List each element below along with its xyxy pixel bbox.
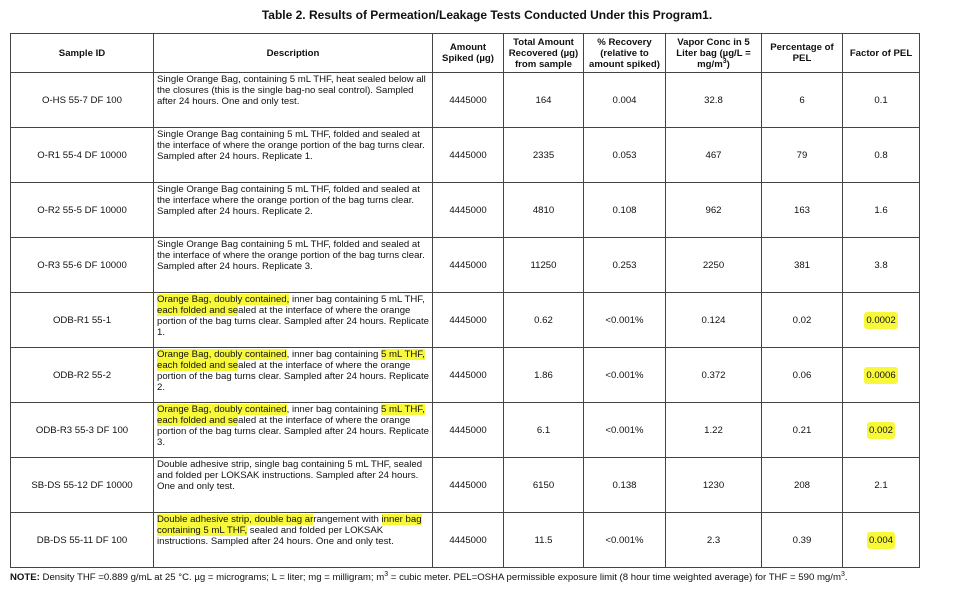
factor-pel-cell	[843, 238, 920, 293]
total-recovered-cell: 11.5	[504, 513, 584, 568]
factor-highlight: 0.004	[867, 532, 895, 549]
description-highlight: Double adhesive strip, double bag ar	[157, 514, 314, 525]
pct-pel-cell: 381	[762, 238, 843, 293]
sample-id-cell: O-R2 55-5 DF 10000	[11, 183, 154, 238]
factor-value: 2.1	[874, 479, 888, 491]
header-pct-pel: Percentage of PEL	[762, 34, 843, 73]
description-highlight: inner bag containing 5 mL THF,	[157, 514, 422, 536]
pct-recovery-cell: 0.108	[584, 183, 666, 238]
results-table	[10, 33, 920, 568]
description-cell	[154, 293, 433, 348]
description-text: aled at the interface of where the orange portion of the bag turns clear. Sampled after 24 hours. Replicate 1.	[157, 305, 429, 338]
description-cell	[154, 348, 433, 403]
total-recovered-cell: 0.62	[504, 293, 584, 348]
amount-spiked-cell: 4445000	[433, 513, 504, 568]
description-text: aled at the interface of where the orange portion of the bag turns clear. Sampled after 24 hours. Replicate 3.	[157, 415, 429, 448]
pct-recovery-cell: 0.004	[584, 73, 666, 128]
pct-recovery-cell: <0.001%	[584, 403, 666, 458]
vapor-conc-cell: 1.22	[666, 403, 762, 458]
total-recovered-cell: 6.1	[504, 403, 584, 458]
table-body	[11, 73, 920, 568]
pct-recovery-cell: 0.138	[584, 458, 666, 513]
table-title: Table 2. Results of Permeation/Leakage Tests Conducted Under this Program1.	[261, 8, 713, 22]
header-factor-pel: Factor of PEL	[843, 34, 920, 73]
note-text-c: .	[844, 572, 848, 583]
description-cell	[154, 513, 433, 568]
pct-pel-cell: 0.06	[762, 348, 843, 403]
total-recovered-cell: 164	[504, 73, 584, 128]
header-vapor-conc-close: )	[726, 58, 730, 70]
note-text-b: = cubic meter. PEL=OSHA permissible exposure limit (8 hour time weighted average) for THF = 590 mg/m	[388, 572, 841, 583]
total-recovered-cell: 2335	[504, 128, 584, 183]
factor-highlight: 0.0002	[864, 312, 897, 329]
note-sup-2: 3	[840, 570, 845, 578]
description-text: aled at the interface of where the orange portion of the bag turns clear. Sampled after 24 hours. Replicate 2.	[157, 360, 429, 393]
factor-pel-cell	[843, 293, 920, 348]
sample-id-cell: O-HS 55-7 DF 100	[11, 73, 154, 128]
vapor-conc-cell: 32.8	[666, 73, 762, 128]
pct-pel-cell: 0.39	[762, 513, 843, 568]
total-recovered-cell: 1.86	[504, 348, 584, 403]
description-highlight: each folded and se	[157, 305, 239, 316]
table-row	[11, 293, 920, 348]
description-highlight: Orange Bag, doubly contained	[157, 349, 287, 360]
description-cell	[154, 73, 433, 128]
table-row	[11, 73, 920, 128]
factor-value: 0.8	[874, 149, 888, 161]
description-text: Single Orange Bag, containing 5 mL THF, heat sealed below all the closures (this is the single bag-no seal control). Sampled after 24 hours. One and only test.	[157, 74, 426, 107]
description-text: Single Orange Bag containing 5 mL THF, folded and sealed at the interface where the orange portion of the bag turns clear. Sampled after 24 hours. Replicate 2.	[157, 184, 420, 217]
factor-pel-cell	[843, 128, 920, 183]
total-recovered-cell: 11250	[504, 238, 584, 293]
table-note	[10, 572, 960, 583]
table-row	[11, 238, 920, 293]
factor-value: 3.8	[874, 259, 888, 271]
description-highlight: 5 mL THF, each folded and se	[157, 349, 425, 371]
description-highlight: 5 mL THF, each folded and se	[157, 404, 425, 426]
table-row	[11, 348, 920, 403]
header-total-recovered: Total Amount Recovered (µg) from sample	[504, 34, 584, 73]
table-row	[11, 128, 920, 183]
description-text: sealed and folded per LOKSAK instructions. Sampled after 24 hours. One and only test.	[157, 525, 394, 547]
pct-recovery-cell: <0.001%	[584, 348, 666, 403]
factor-highlight: 0.002	[867, 422, 895, 439]
vapor-conc-cell: 2.3	[666, 513, 762, 568]
description-text: Double adhesive strip, single bag containing 5 mL THF, sealed and folded per LOKSAK instructions. Sampled after 24 hours. One and only test.	[157, 459, 423, 492]
table-row	[11, 403, 920, 458]
description-text: Single Orange Bag containing 5 mL THF, folded and sealed at the interface of where the orange portion of the bag turns clear. Sampled after 24 hours. Replicate 3.	[157, 239, 425, 272]
note-text-a: Density THF =0.889 g/mL at 25 °C. µg = micrograms; L = liter; mg = milligram; m	[39, 572, 385, 583]
pct-recovery-cell: <0.001%	[584, 293, 666, 348]
total-recovered-cell: 6150	[504, 458, 584, 513]
description-cell	[154, 403, 433, 458]
factor-highlight: 0.0006	[864, 367, 897, 384]
description-highlight: Orange Bag, doubly contained,	[157, 294, 290, 305]
vapor-conc-cell: 467	[666, 128, 762, 183]
total-recovered-cell: 4810	[504, 183, 584, 238]
pct-pel-cell: 6	[762, 73, 843, 128]
description-text: Single Orange Bag containing 5 mL THF, folded and sealed at the interface of where the orange portion of the bag turns clear. Sampled after 24 hours. Replicate 1.	[157, 129, 425, 162]
description-cell	[154, 458, 433, 513]
amount-spiked-cell: 4445000	[433, 403, 504, 458]
factor-pel-cell	[843, 458, 920, 513]
description-text: rangement with	[313, 514, 382, 525]
sample-id-cell: O-R3 55-6 DF 10000	[11, 238, 154, 293]
amount-spiked-cell: 4445000	[433, 348, 504, 403]
amount-spiked-cell: 4445000	[433, 73, 504, 128]
amount-spiked-cell: 4445000	[433, 293, 504, 348]
factor-pel-cell	[843, 513, 920, 568]
amount-spiked-cell: 4445000	[433, 238, 504, 293]
pct-pel-cell: 0.02	[762, 293, 843, 348]
note-label: NOTE:	[10, 572, 40, 583]
vapor-conc-cell: 0.372	[666, 348, 762, 403]
sample-id-cell: ODB-R2 55-2	[11, 348, 154, 403]
sample-id-cell: SB-DS 55-12 DF 10000	[11, 458, 154, 513]
header-vapor-conc-sup: 3	[722, 57, 727, 65]
pct-recovery-cell: 0.053	[584, 128, 666, 183]
description-text: inner bag containing 5 mL THF,	[289, 294, 425, 305]
table-row	[11, 513, 920, 568]
sample-id-cell: O-R1 55-4 DF 10000	[11, 128, 154, 183]
vapor-conc-cell: 2250	[666, 238, 762, 293]
sample-id-cell: ODB-R3 55-3 DF 100	[11, 403, 154, 458]
description-text: , inner bag containing	[286, 404, 382, 415]
description-cell	[154, 128, 433, 183]
factor-value: 1.6	[874, 204, 888, 216]
description-cell	[154, 238, 433, 293]
factor-pel-cell	[843, 403, 920, 458]
description-highlight: Orange Bag, doubly contained	[157, 404, 287, 415]
note-sup-1: 3	[384, 570, 389, 578]
header-vapor-conc	[666, 34, 762, 73]
vapor-conc-cell: 962	[666, 183, 762, 238]
header-sample-id: Sample ID	[11, 34, 154, 73]
pct-pel-cell: 0.21	[762, 403, 843, 458]
factor-pel-cell	[843, 73, 920, 128]
header-description: Description	[154, 34, 433, 73]
pct-pel-cell: 208	[762, 458, 843, 513]
vapor-conc-cell: 0.124	[666, 293, 762, 348]
header-amount-spiked: Amount Spiked (µg)	[433, 34, 504, 73]
description-text: , inner bag containing	[286, 349, 382, 360]
pct-pel-cell: 79	[762, 128, 843, 183]
header-vapor-conc-text: Vapor Conc in 5 Liter bag (µg/L = mg/m	[676, 36, 751, 70]
amount-spiked-cell: 4445000	[433, 183, 504, 238]
amount-spiked-cell: 4445000	[433, 128, 504, 183]
description-cell	[154, 183, 433, 238]
table-row	[11, 183, 920, 238]
pct-recovery-cell: 0.253	[584, 238, 666, 293]
header-row	[11, 34, 920, 73]
factor-pel-cell	[843, 183, 920, 238]
factor-value: 0.1	[874, 94, 888, 106]
vapor-conc-cell: 1230	[666, 458, 762, 513]
amount-spiked-cell: 4445000	[433, 458, 504, 513]
header-pct-recovery: % Recovery (relative to amount spiked)	[584, 34, 666, 73]
sample-id-cell: DB-DS 55-11 DF 100	[11, 513, 154, 568]
factor-pel-cell	[843, 348, 920, 403]
pct-pel-cell: 163	[762, 183, 843, 238]
pct-recovery-cell: <0.001%	[584, 513, 666, 568]
table-row	[11, 458, 920, 513]
sample-id-cell: ODB-R1 55-1	[11, 293, 154, 348]
